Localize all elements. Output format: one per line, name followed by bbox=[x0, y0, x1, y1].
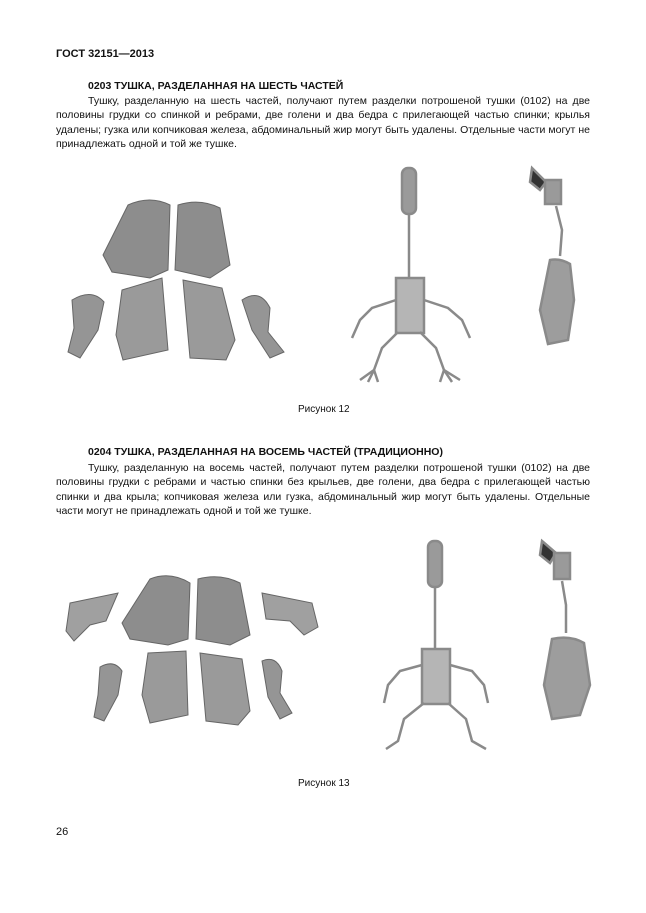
figure-13-caption: Рисунок 13 bbox=[298, 778, 350, 789]
drumstick-right bbox=[242, 296, 284, 359]
thigh-left bbox=[116, 278, 168, 360]
thigh-left bbox=[142, 651, 188, 723]
section-0204-title: 0204 ТУШКА, РАЗДЕЛАННАЯ НА ВОСЕМЬ ЧАСТЕЙ (ТРАДИЦИОННО) bbox=[88, 446, 443, 458]
drumstick-right bbox=[262, 659, 292, 719]
section-0203-text: Тушку, разделанную на шесть частей, получают путем разделки потрошеной тушки (0102) на две половины грудки со спинкой и ребрами, две голени и два бедра с прилегающей частью спинки; крылья удалены; гузка или копчиковая железа, абдоминальный жир могут быть удалены. Отдельные части могут не принадлежать одной и той же тушке. bbox=[56, 95, 590, 150]
wing-right bbox=[262, 593, 318, 635]
breast-half-left bbox=[122, 576, 190, 645]
section-0203-title: 0203 ТУШКА, РАЗДЕЛАННАЯ НА ШЕСТЬ ЧАСТЕЙ bbox=[88, 80, 344, 92]
thigh-right bbox=[183, 280, 235, 360]
thigh-right bbox=[200, 653, 250, 725]
skeleton-front-view bbox=[384, 541, 488, 749]
page-number: 26 bbox=[56, 826, 69, 838]
figure-12-illustration bbox=[0, 160, 646, 400]
figure-12-caption: Рисунок 12 bbox=[298, 404, 350, 415]
wing-left bbox=[66, 593, 118, 641]
drumstick-left bbox=[94, 664, 122, 721]
skeleton-side-view bbox=[530, 168, 574, 344]
breast-half-left bbox=[103, 200, 170, 278]
skeleton-front-view bbox=[352, 168, 470, 382]
drumstick-left bbox=[68, 294, 104, 358]
standard-header: ГОСТ 32151—2013 bbox=[56, 48, 155, 60]
section-0204-text: Тушку, разделанную на восемь частей, получают путем разделки потрошеной тушки (0102) на две половины грудки с ребрами и частью спинки без крыльев, две голени, два бедра с прилегающей частью спинки и два крыла; копчиковая железа или гузка, абдоминальный жир могут быть удалены. Отдельные части могут не принадлежать одной и той же тушке. bbox=[56, 462, 590, 517]
skeleton-side-view bbox=[540, 541, 590, 719]
figure-13-illustration bbox=[0, 535, 646, 765]
breast-half-right bbox=[175, 202, 230, 278]
breast-half-right bbox=[196, 577, 250, 645]
